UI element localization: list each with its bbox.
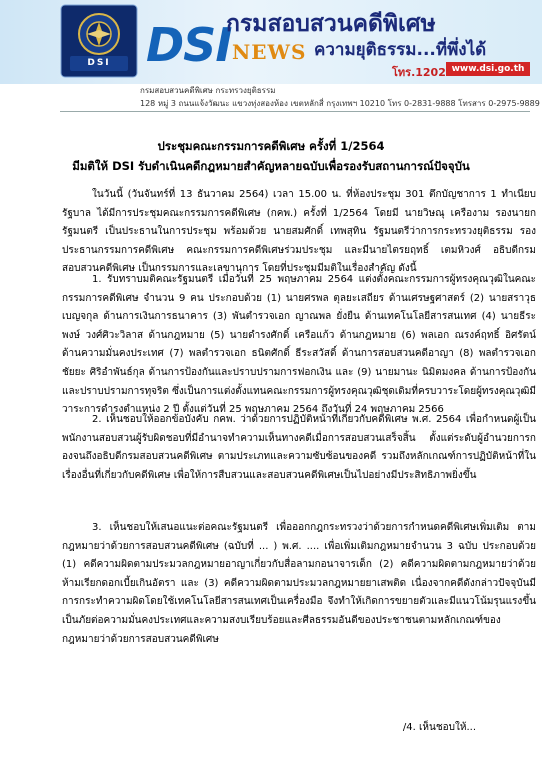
item-2-text: 2. เห็นชอบให้ออกข้อบังคับ กคพ. ว่าด้วยการปฏิบัติหน้าที่เกี่ยวกับคดีพิเศษ พ.ศ. 2564 เพื่อกำหนดผู้เป็นพนักงานสอบสวนผู้รับผิดชอบที่มีอำนาจทำความเห็นทางคดีเมื่อการสอบสวนเสร็จสิ้น ตั้งแต่ระดับผู้อำนวยการกองจนถึงอธิบดีกรมสอบสวนคดีพิเศษ ตามประเภทและความซับซ้อนของคดี รวมถึงหลักเกณฑ์การปฏิบัติหน้าที่ในเรื่องอื่นที่เกี่ยวกับคดีพิเศษ เพื่อให้การสืบสวนและสอบสวนคดีพิเศษเป็นไปอย่างมีประสิทธิภาพยิ่งขึ้น xyxy=(62,414,536,481)
document-subtitle: มีมติให้ DSI รับดำเนินคดีกฎหมายสำคัญหลายฉบับเพื่อรองรับสถานการณ์ปัจจุบัน xyxy=(72,159,470,173)
slogan: ความยุติธรรม...ที่พึ่งได้ xyxy=(314,40,487,60)
document-title: ประชุมคณะกรรมการคดีพิเศษ ครั้งที่ 1/2564 xyxy=(157,139,385,153)
resolution-item-3 xyxy=(62,519,536,649)
address-line-1: กรมสอบสวนคดีพิเศษ กระทรวงยุติธรรม xyxy=(140,86,276,95)
logo-caption: DSI xyxy=(87,58,111,68)
resolution-item-1 xyxy=(62,271,536,420)
hotline-number: โทร.1202 xyxy=(392,66,446,79)
letterhead xyxy=(0,0,542,112)
header-divider xyxy=(60,111,530,112)
dsi-wordmark xyxy=(146,8,232,72)
department-name: กรมสอบสวนคดีพิเศษ xyxy=(226,11,436,37)
item-1-text: 1. รับทราบมติคณะรัฐมนตรี เมื่อวันที่ 25 พฤษภาคม 2564 แต่งตั้งคณะกรรมการผู้ทรงคุณวุฒิในคณะกรรมการคดีพิเศษ จำนวน 9 คน ประกอบด้วย (1) นายศรพล ตุลยะเสถียร ด้านเศรษฐศาสตร์ (2) นายสราวุธ เบญจกุล ด้านการเงินการธนาคาร (3) พันตำรวจเอก ญาณพล ยั่งยืน ด้านเทคโนโลยีสารสนเทศ (4) นายธีระพงษ์ วงศ์ศิวะวิลาส ด้านกฎหมาย (5) นายดำรงศักดิ์ เครือแก้ว ด้านกฎหมาย (6) พลเอก ณรงค์ฤทธิ์ อิศรัตน์ ด้านความมั่นคงประเทศ (7) พลตำรวจเอก ธนิตศักดิ์ ธีระสวัสดิ์ ด้านการสอบสวนคดีอาญา (8) พลตำรวจเอก ชัยยะ ศิริอำพันธ์กุล ด้านการป้องกันและปราบปรามการฟอกเงิน และ (9) นายมานะ นิมิตมงคล ด้านการป้องกันและปราบปรามการทุจริต ซึ่งเป็นการแต่งตั้งแทนคณะกรรมการผู้ทรงคุณวุฒิชุดเดิมที่ครบวาระโดยผู้ทรงคุณวุฒิมีวาระการดำรงตำแหน่ง 2 ปี ตั้งแต่วันที่ 25 พฤษภาคม 2564 ถึงวันที่ 24 พฤษภาคม 2566 xyxy=(62,274,536,416)
intro-text: ในวันนี้ (วันจันทร์ที่ 13 ธันวาคม 2564) เวลา 15.00 น. ที่ห้องประชุม 301 ตึกบัญชาการ 1 ทำเนียบรัฐบาล ได้มีการประชุมคณะกรรมการคดีพิเศษ (กคพ.) ครั้งที่ 1/2564 โดยมี นายวิษณุ เครืองาม รองนายกรัฐมนตรี เป็นประธานในการประชุม พร้อมด้วย นายสมศักดิ์ เทพสุทิน รัฐมนตรีว่าการกระทรวงยุติธรรม รองประธานกรรมการคดีพิเศษ คณะกรรมการคดีพิเศษร่วมประชุม และมีนายไตรยฤทธิ์ เตมหิวงศ์ อธิบดีกรมสอบสวนคดีพิเศษ เป็นกรรมการและเลขานุการ โดยที่ประชุมมีมติในเรื่องสำคัญ ดังนี้ xyxy=(62,189,536,275)
item-3-text: 3. เห็นชอบให้เสนอแนะต่อคณะรัฐมนตรี เพื่อออกกฎกระทรวงว่าด้วยการกำหนดคดีพิเศษเพิ่มเติม ตามกฎหมายว่าด้วยการสอบสวนคดีพิเศษ (ฉบับที่ ... ) พ.ศ. .... เพื่อเพิ่มเติมกฎหมายจำนวน 3 ฉบับ ประกอบด้วย (1) คดีความผิดตามประมวลกฎหมายอาญาเกี่ยวกับสื่อลามกอนาจารเด็ก (2) คดีความผิดตามกฎหมายว่าด้วยห้ามเรียกดอกเบี้ยเกินอัตรา และ (3) คดีความผิดตามประมวลกฎหมายยาเสพติด เนื่องจากคดีดังกล่าวปัจจุบันมีการกระทำความผิดโดยใช้เทคโนโลยีสารสนเทศเป็นเครื่องมือ จึงทำให้เกิดการขยายตัวและมีแนวโน้มรุนแรงขึ้น เป็นภัยต่อความมั่นคงประเทศและความสงบเรียบร้อยและศีลธรรมอันดีของประชาชนตามหลักเกณฑ์ของกฎหมายว่าด้วยการสอบสวนคดีพิเศษ xyxy=(62,522,536,645)
address-line-2: 128 หมู่ 3 ถนนแจ้งวัฒนะ แขวงทุ่งสองห้อง เขตหลักสี่ กรุงเทพฯ 10210 โทร 0-2831-9888 โทรสาร 0-2975-9889 xyxy=(140,99,540,108)
news-wordmark: NEWS xyxy=(232,40,307,64)
dsi-letters: DSI xyxy=(146,18,232,72)
continued-marker: /4. เห็นชอบให้... xyxy=(402,722,476,733)
dsi-emblem-logo xyxy=(60,4,138,78)
website-url: www.dsi.go.th xyxy=(446,62,530,76)
intro-paragraph xyxy=(62,186,536,279)
resolution-item-2 xyxy=(62,411,536,485)
